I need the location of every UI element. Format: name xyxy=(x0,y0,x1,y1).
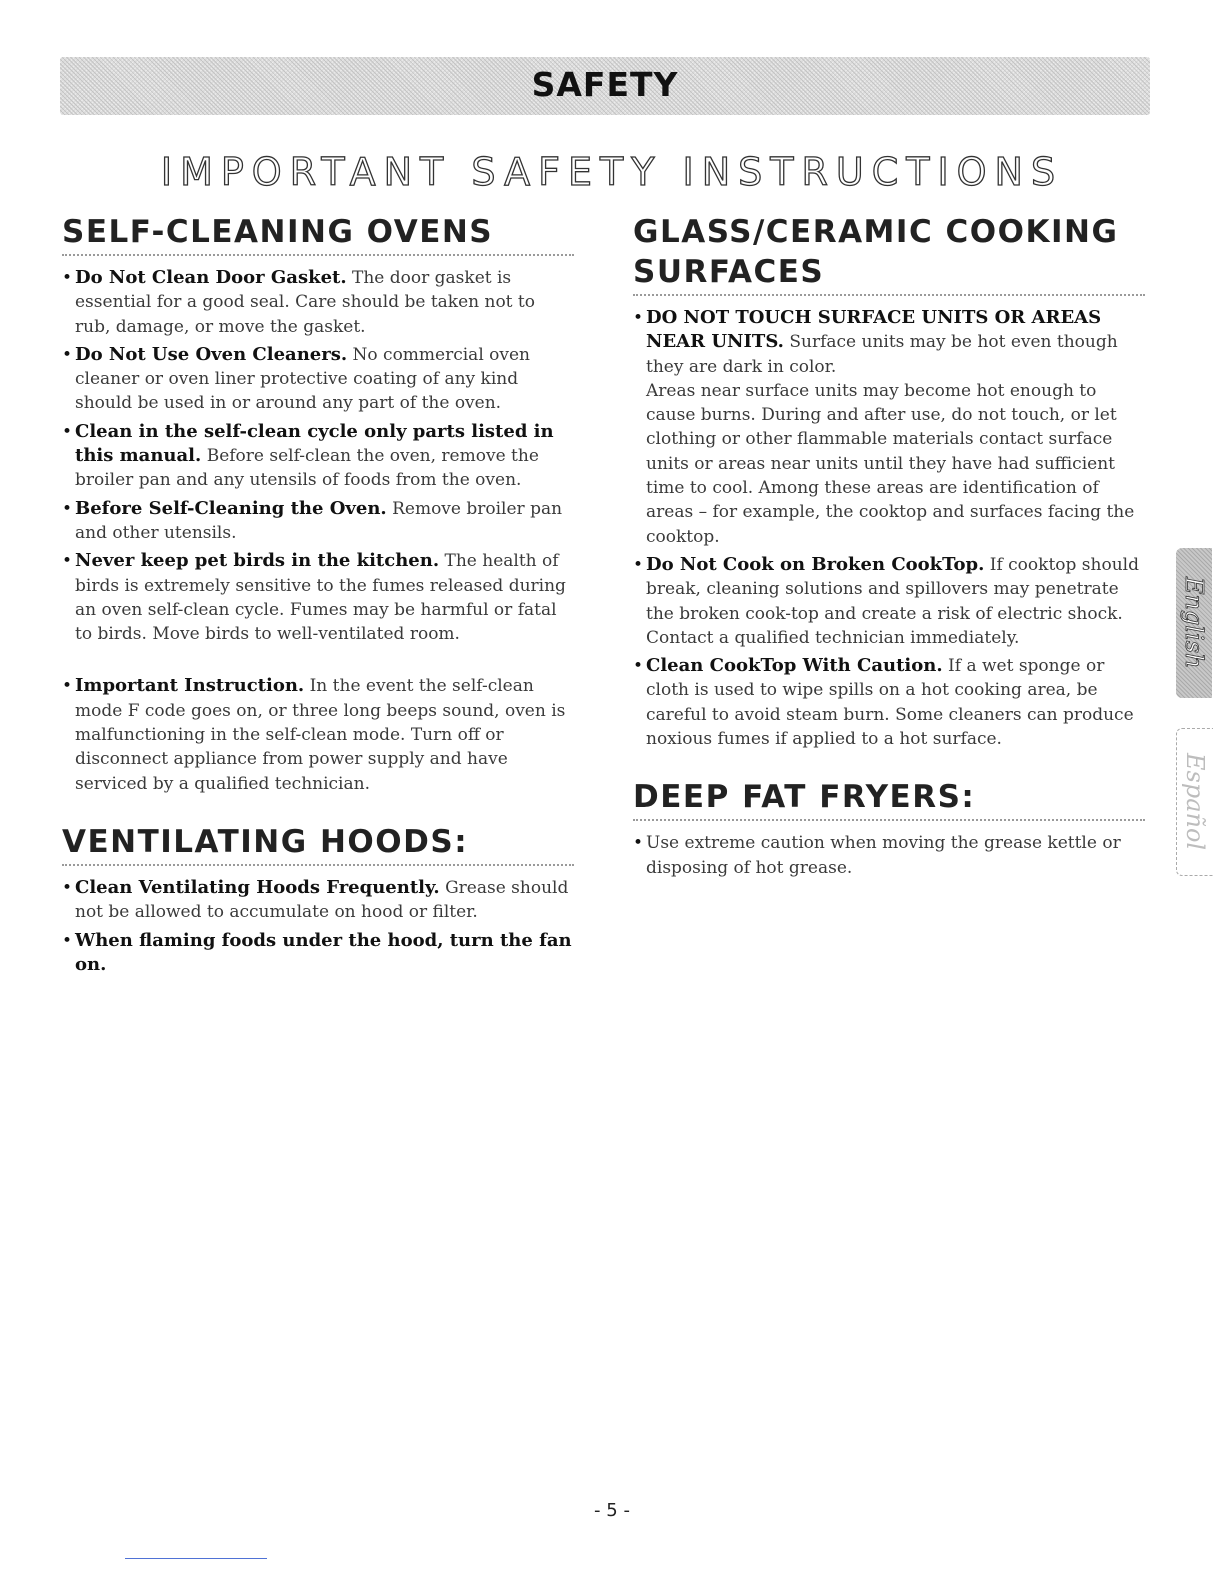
item-text: No commercial oven cleaner or oven liner protective coating of any kind should be used in or around any part of the oven. xyxy=(75,344,531,414)
item-text: Before self-clean the oven, remove the broiler pan and any utensils of foods from the oven. xyxy=(75,446,539,491)
deep-fat-fryers-list xyxy=(633,831,1145,880)
item-lead: Never keep pet birds in the kitchen. xyxy=(75,550,440,572)
list-item xyxy=(633,553,1145,650)
list-item xyxy=(62,420,574,493)
list-item xyxy=(633,654,1145,751)
glass-ceramic-list xyxy=(633,306,1145,751)
item-text: Use extreme caution when moving the grease kettle or disposing of hot grease. xyxy=(646,833,1121,878)
deep-fat-fryers-title: DEEP FAT FRYERS: xyxy=(633,777,1145,821)
glass-ceramic-title: GLASS/CERAMIC COOKING SURFACES xyxy=(633,212,1145,296)
list-item xyxy=(62,497,574,546)
item-text: Grease should not be allowed to accumulate on hood or filter. xyxy=(75,877,569,923)
item-text: If a wet sponge or cloth is used to wipe spills on a hot cooking area, be careful to avoid steam burn. Some cleaners can produce noxious fumes if applied to a hot surface. xyxy=(646,656,1134,750)
item-lead: Do Not Use Oven Cleaners. xyxy=(75,343,348,365)
item-text: If cooktop should break, cleaning solutions and spillovers may penetrate the broken cook-top and create a risk of electric shock. Contact a qualified technician immediately. xyxy=(646,554,1139,648)
item-lead: When flaming foods under the hood, turn the fan on. xyxy=(75,929,572,975)
item-lead: Clean in the self-clean cycle only parts listed in this manual. xyxy=(75,420,554,467)
list-item xyxy=(62,876,574,925)
right-column xyxy=(633,212,1145,884)
list-item xyxy=(633,306,1145,549)
list-item xyxy=(62,343,574,416)
tab-espanol[interactable]: Español xyxy=(1176,728,1213,876)
item-lead: Before Self-Cleaning the Oven. xyxy=(75,497,387,519)
item-text: Remove broiler pan and other utensils. xyxy=(75,498,563,543)
list-item xyxy=(62,266,574,339)
footer-rule xyxy=(125,1558,267,1559)
list-item xyxy=(62,674,574,795)
item-lead: Do Not Cook on Broken CookTop. xyxy=(646,553,985,575)
item-lead: Do Not Clean Door Gasket. xyxy=(75,267,347,288)
list-item xyxy=(62,549,574,646)
self-cleaning-list xyxy=(62,266,574,796)
ventilating-list xyxy=(62,876,574,977)
ventilating-title: VENTILATING HOODS: xyxy=(62,822,574,866)
list-item xyxy=(62,929,574,978)
item-text: The health of birds is extremely sensitive to the fumes released during an oven self-clean cycle. Fumes may be harmful or fatal to birds. Move birds to well-ventilated room. xyxy=(75,551,566,645)
list-item xyxy=(633,831,1145,880)
item-lead: DO NOT TOUCH SURFACE UNITS OR AREAS NEAR UNITS. xyxy=(646,307,1102,353)
tab-english[interactable]: English xyxy=(1176,548,1212,698)
section-banner xyxy=(60,57,1150,115)
left-column xyxy=(62,212,574,981)
item-lead: Clean Ventilating Hoods Frequently. xyxy=(75,876,440,898)
item-extra-text: Areas near surface units may become hot enough to cause burns. During and after use, do not touch, or let clothing or other flammable materials contact surface units or areas near units until they have had sufficient time to cool. Among these areas are identification of areas – for example, the cooktop and surfaces facing the cooktop. xyxy=(646,380,1135,547)
item-text: In the event the self-clean mode F code goes on, or three long beeps sound, oven is malfunctioning in the self-clean mode. Turn off or disconnect appliance from power supply and have serviced by a qualified technician. xyxy=(75,676,566,794)
page-number: - 5 - xyxy=(594,1500,630,1521)
item-text: Surface units may be hot even though they are dark in color. xyxy=(646,332,1118,377)
item-lead: Important Instruction. xyxy=(75,675,305,697)
item-lead: Clean CookTop With Caution. xyxy=(646,655,943,677)
self-cleaning-title: SELF-CLEANING OVENS xyxy=(62,212,574,256)
banner-title: SAFETY xyxy=(531,65,679,104)
item-text: The door gasket is essential for a good seal. Care should be taken not to rub, damage, or move the gasket. xyxy=(75,268,535,337)
page-heading: IMPORTANT SAFETY INSTRUCTIONS xyxy=(160,150,1064,194)
